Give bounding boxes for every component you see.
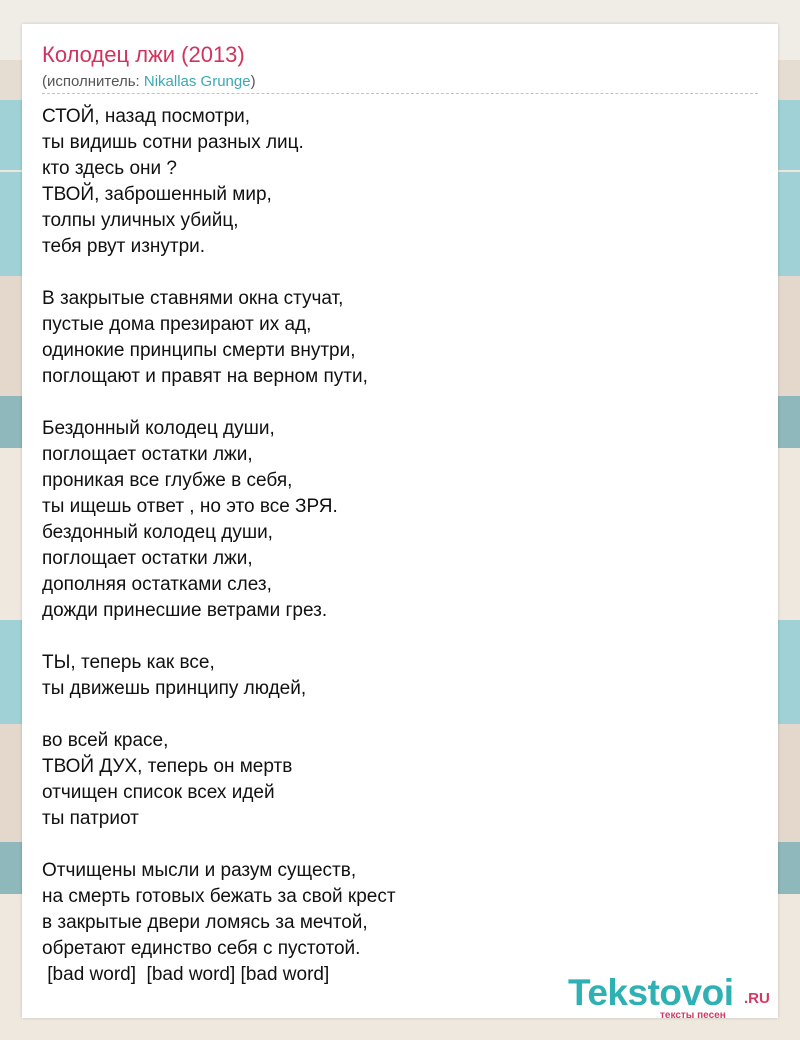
lyrics-line: дожди принесшие ветрами грез.: [42, 600, 328, 621]
lyrics-line: толпы уличных убийц,: [42, 210, 239, 231]
logo-tagline: тексты песен: [660, 1010, 726, 1021]
logo-tld: .RU: [744, 990, 770, 1007]
lyrics-line: поглощают и правят на верном пути,: [42, 366, 368, 387]
lyrics-line: ТВОЙ ДУХ, теперь он мертв: [42, 756, 293, 777]
performer-prefix: (исполнитель:: [42, 73, 144, 90]
lyrics-line: тебя рвут изнутри.: [42, 236, 206, 257]
performer-suffix: ): [250, 73, 256, 90]
lyrics-line: на смерть готовых бежать за свой крест: [42, 886, 396, 907]
lyrics-line: ТВОЙ, заброшенный мир,: [42, 184, 272, 205]
lyrics-line: Отчищены мысли и разум существ,: [42, 860, 357, 881]
song-title: Колодец лжи (2013): [42, 42, 245, 67]
lyrics-line: поглощает остатки лжи,: [42, 548, 253, 569]
performer-line: [42, 73, 256, 90]
lyrics-line: ты движешь принципу людей,: [42, 678, 307, 699]
lyrics-line: обретают единство себя с пустотой.: [42, 938, 361, 959]
lyrics-line: ты видишь сотни разных лиц.: [42, 132, 304, 153]
lyrics-line: поглощает остатки лжи,: [42, 444, 253, 465]
lyrics-line: во всей красе,: [42, 730, 169, 751]
site-logo[interactable]: [568, 972, 778, 1022]
lyrics-card: [22, 24, 778, 1021]
lyrics-line: проникая все глубже в себя,: [42, 470, 293, 491]
lyrics-line: ты ищешь ответ , но это все ЗРЯ.: [42, 496, 338, 517]
lyrics-line: бездонный колодец души,: [42, 522, 273, 543]
lyrics-line: отчищен список всех идей: [42, 782, 275, 803]
lyrics-line: [42, 702, 742, 728]
lyrics-line: В закрытые ставнями окна стучат,: [42, 288, 344, 309]
lyrics-line: [42, 390, 742, 416]
lyrics-line: [42, 260, 742, 286]
lyrics-line: ТЫ, теперь как все,: [42, 652, 215, 673]
lyrics-text: [42, 104, 742, 988]
lyrics-line: дополняя остатками слез,: [42, 574, 272, 595]
lyrics-line: пустые дома презирают их ад,: [42, 314, 312, 335]
lyrics-line: ты патриот: [42, 808, 139, 829]
lyrics-line: в закрытые двери ломясь за мечтой,: [42, 912, 368, 933]
lyrics-line: [42, 832, 742, 858]
lyrics-line: СТОЙ, назад посмотри,: [42, 106, 251, 127]
lyrics-line: кто здесь они ?: [42, 158, 178, 179]
lyrics-line: Бездонный колодец души,: [42, 418, 275, 439]
title-divider: [42, 93, 758, 94]
lyrics-line: [42, 624, 742, 650]
logo-name: Tekstovoi: [568, 972, 734, 1013]
lyrics-line: одинокие принципы смерти внутри,: [42, 340, 356, 361]
lyrics-line: [bad word] [bad word] [bad word]: [42, 964, 330, 985]
artist-link[interactable]: Nikallas Grunge: [143, 73, 251, 90]
